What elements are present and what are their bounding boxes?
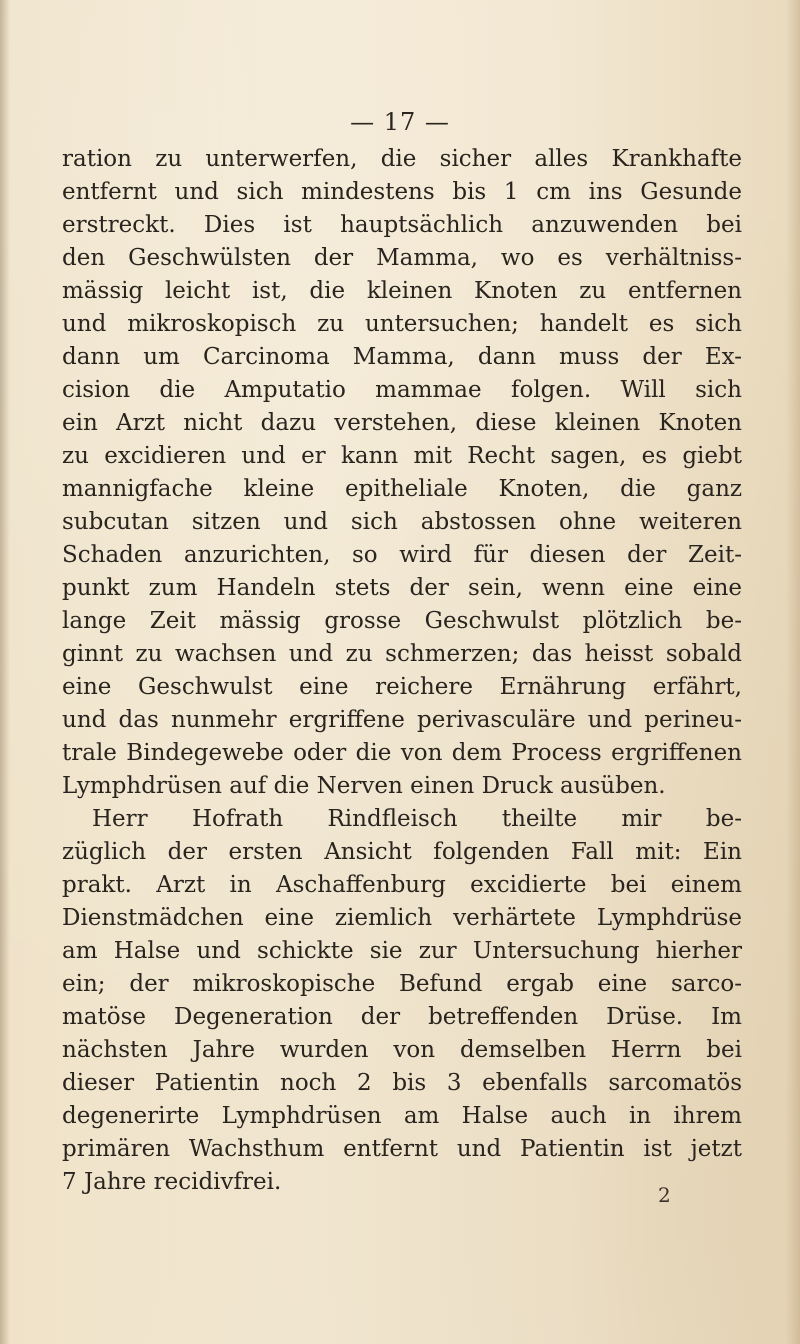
text-line: punkt zum Handeln stets der sein, wenn eine eine bbox=[62, 575, 742, 601]
text-line: erstreckt. Dies ist hauptsächlich anzuwenden bei bbox=[62, 212, 742, 238]
text-line: und mikroskopisch zu untersuchen; handelt es sich bbox=[62, 311, 742, 337]
text-line: degenerirte Lymphdrüsen am Halse auch in ihrem bbox=[62, 1103, 742, 1129]
text-line: eine Geschwulst eine reichere Ernährung erfährt, bbox=[62, 674, 742, 700]
text-line: ein Arzt nicht dazu verstehen, diese kleinen Knoten bbox=[62, 410, 742, 436]
text-line: mannigfache kleine epitheliale Knoten, die ganz bbox=[62, 476, 742, 502]
text-line: und das nunmehr ergriffene perivasculäre und perineu- bbox=[62, 707, 742, 733]
text-line: prakt. Arzt in Aschaffenburg excidierte bei einem bbox=[62, 872, 742, 898]
text-line: ginnt zu wachsen und zu schmerzen; das heisst sobald bbox=[62, 641, 742, 667]
text-line: am Halse und schickte sie zur Untersuchung hierher bbox=[62, 938, 742, 964]
text-line: zu excidieren und er kann mit Recht sagen, es giebt bbox=[62, 443, 742, 469]
text-line: primären Wachsthum entfernt und Patientin ist jetzt bbox=[62, 1136, 742, 1162]
text-line: dieser Patientin noch 2 bis 3 ebenfalls sarcomatös bbox=[62, 1070, 742, 1096]
text-line: Herr Hofrath Rindfleisch theilte mir be- bbox=[92, 806, 742, 832]
text-line: nächsten Jahre wurden von demselben Herrn bei bbox=[62, 1037, 742, 1063]
text-line: 7 Jahre recidivfrei. bbox=[62, 1169, 282, 1195]
text-line: Schaden anzurichten, so wird für diesen der Zeit- bbox=[62, 542, 742, 568]
text-line: ein; der mikroskopische Befund ergab eine sarco- bbox=[62, 971, 742, 997]
text-line: cision die Amputatio mammae folgen. Will sich bbox=[62, 377, 742, 403]
text-line: züglich der ersten Ansicht folgenden Fall mit: Ein bbox=[62, 839, 742, 865]
page-spine-shadow bbox=[0, 0, 10, 1344]
signature-mark: 2 bbox=[658, 1183, 671, 1207]
text-line: entfernt und sich mindestens bis 1 cm ins Gesunde bbox=[62, 179, 742, 205]
text-line: subcutan sitzen und sich abstossen ohne weiteren bbox=[62, 509, 742, 535]
body-text bbox=[62, 143, 742, 1199]
text-line: lange Zeit mässig grosse Geschwulst plötzlich be- bbox=[62, 608, 742, 634]
text-line: den Geschwülsten der Mamma, wo es verhältniss- bbox=[62, 245, 742, 271]
text-line: matöse Degeneration der betreffenden Drüse. Im bbox=[62, 1004, 742, 1030]
text-line: Dienstmädchen eine ziemlich verhärtete Lymphdrüse bbox=[62, 905, 742, 931]
text-line: mässig leicht ist, die kleinen Knoten zu entfernen bbox=[62, 278, 742, 304]
text-line: trale Bindegewebe oder die von dem Process ergriffenen bbox=[62, 740, 742, 766]
text-line: Lymphdrüsen auf die Nerven einen Druck ausüben. bbox=[62, 773, 666, 799]
page-number: — 17 — bbox=[350, 108, 450, 136]
page-edge-shadow bbox=[786, 0, 800, 1344]
text-line: ration zu unterwerfen, die sicher alles Krankhafte bbox=[62, 146, 742, 172]
text-line: dann um Carcinoma Mamma, dann muss der Ex- bbox=[62, 344, 742, 370]
